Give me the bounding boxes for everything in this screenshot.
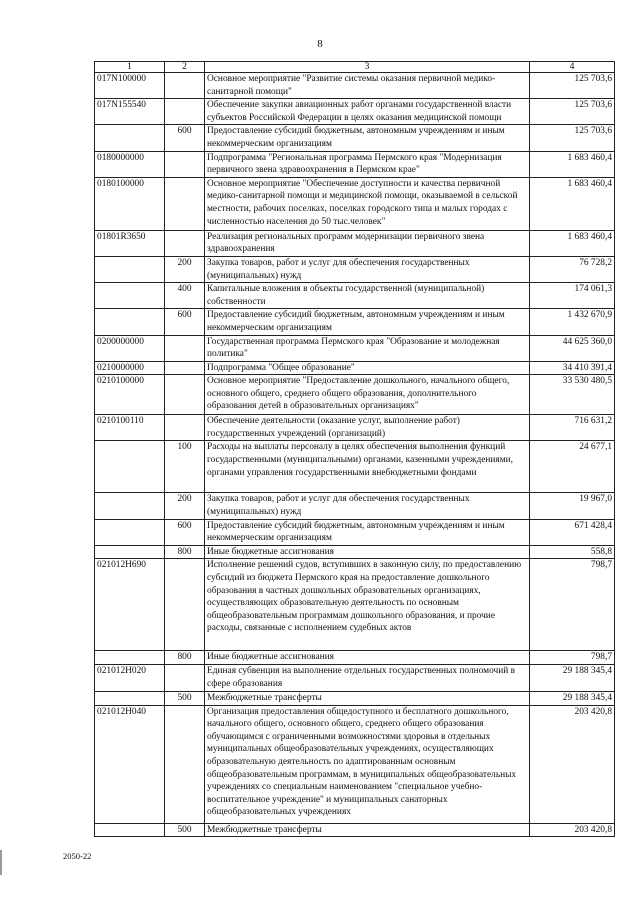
row-code: 0210000000 bbox=[95, 361, 165, 375]
row-amount: 19 967,0 bbox=[530, 493, 615, 519]
row-description: Подпрограмма "Общее образование" bbox=[205, 361, 530, 375]
row-description: Единая субвенция на выполнение отдельных государственных полномочий в сфере образования bbox=[205, 665, 530, 692]
header-col-2: 2 bbox=[165, 62, 205, 73]
table-row bbox=[95, 256, 615, 282]
row-amount: 1 683 460,4 bbox=[530, 230, 615, 256]
row-amount: 798,7 bbox=[530, 559, 615, 651]
row-description: Основное мероприятие "Предоставление дошкольного, начального общего, основного общего, среднего общего образования, дополнительного образования детей в образовательных организациях" bbox=[205, 375, 530, 415]
row-expense-type bbox=[165, 665, 205, 692]
row-code: 0200000000 bbox=[95, 335, 165, 361]
row-expense-type: 400 bbox=[165, 283, 205, 309]
row-amount: 34 410 391,4 bbox=[530, 361, 615, 375]
document-footer-code: 2050-22 bbox=[63, 851, 92, 861]
row-expense-type: 800 bbox=[165, 545, 205, 559]
row-code bbox=[95, 441, 165, 493]
table-row bbox=[95, 692, 615, 706]
row-description: Основное мероприятие "Обеспечение доступности и качества первичной медико-санитарной помощи и медицинской помощи, оказываемой в сельской местности, рабочих поселках, поселках городского типа и малых городах с численностью населения до 50 тыс.человек" bbox=[205, 177, 530, 230]
row-code: 0180100000 bbox=[95, 177, 165, 230]
row-code bbox=[95, 823, 165, 837]
header-col-3: 3 bbox=[205, 62, 530, 73]
row-amount: 125 703,6 bbox=[530, 73, 615, 99]
row-description: Государственная программа Пермского края "Образование и молодежная политика" bbox=[205, 335, 530, 361]
row-expense-type: 600 bbox=[165, 125, 205, 151]
row-amount: 33 530 480,5 bbox=[530, 375, 615, 415]
row-description: Межбюджетные трансферты bbox=[205, 823, 530, 837]
table-row bbox=[95, 335, 615, 361]
table-row bbox=[95, 493, 615, 519]
row-code bbox=[95, 493, 165, 519]
row-code: 017N100000 bbox=[95, 73, 165, 99]
row-code: 0180000000 bbox=[95, 151, 165, 177]
table-row bbox=[95, 309, 615, 335]
row-amount: 1 432 670,9 bbox=[530, 309, 615, 335]
row-code bbox=[95, 692, 165, 706]
row-expense-type: 600 bbox=[165, 519, 205, 545]
row-description: Предоставление субсидий бюджетным, автономным учреждениям и иным некоммерческим организациям bbox=[205, 309, 530, 335]
row-code bbox=[95, 545, 165, 559]
row-expense-type: 800 bbox=[165, 651, 205, 665]
row-code: 017N155540 bbox=[95, 99, 165, 125]
row-amount: 798,7 bbox=[530, 651, 615, 665]
row-expense-type: 500 bbox=[165, 692, 205, 706]
row-description: Межбюджетные трансферты bbox=[205, 692, 530, 706]
table-row bbox=[95, 651, 615, 665]
row-description: Подпрограмма "Региональная программа Пермского края "Модернизация первичного звена здравоохранения в Пермском крае" bbox=[205, 151, 530, 177]
row-description: Предоставление субсидий бюджетным, автономным учреждениям и иным некоммерческим организациям bbox=[205, 519, 530, 545]
table-row bbox=[95, 545, 615, 559]
row-amount: 174 061,3 bbox=[530, 283, 615, 309]
table-row bbox=[95, 230, 615, 256]
table-row bbox=[95, 415, 615, 441]
row-code bbox=[95, 309, 165, 335]
table-row bbox=[95, 73, 615, 99]
row-code: 021012Н020 bbox=[95, 665, 165, 692]
row-description: Предоставление субсидий бюджетным, автономным учреждениям и иным некоммерческим организациям bbox=[205, 125, 530, 151]
row-expense-type bbox=[165, 99, 205, 125]
table-row bbox=[95, 559, 615, 651]
row-code: 01801R3650 bbox=[95, 230, 165, 256]
row-amount: 29 188 345,4 bbox=[530, 692, 615, 706]
row-code bbox=[95, 256, 165, 282]
row-description: Исполнение решений судов, вступивших в законную силу, по предоставлению субсидий из бюджета Пермского края на предоставление дошкольного образования в частных дошкольных образовательных организациях, осуществляющих образовательную деятельность по основным общеобразовательным программам дошкольного образования, и прочие расходы, связанные с исполнением судебных актов bbox=[205, 559, 530, 651]
row-description: Иные бюджетные ассигнования bbox=[205, 545, 530, 559]
row-description: Капитальные вложения в объекты государственной (муниципальной) собственности bbox=[205, 283, 530, 309]
row-expense-type bbox=[165, 73, 205, 99]
row-expense-type bbox=[165, 705, 205, 823]
table-row bbox=[95, 519, 615, 545]
row-description: Закупка товаров, работ и услуг для обеспечения государственных (муниципальных) нужд bbox=[205, 256, 530, 282]
row-amount: 1 683 460,4 bbox=[530, 177, 615, 230]
row-code bbox=[95, 651, 165, 665]
budget-table bbox=[94, 61, 615, 837]
header-col-1: 1 bbox=[95, 62, 165, 73]
row-expense-type: 600 bbox=[165, 309, 205, 335]
row-amount: 24 677,1 bbox=[530, 441, 615, 493]
row-code: 021012Н040 bbox=[95, 705, 165, 823]
row-code bbox=[95, 125, 165, 151]
row-code bbox=[95, 519, 165, 545]
row-expense-type: 500 bbox=[165, 823, 205, 837]
row-description: Иные бюджетные ассигнования bbox=[205, 651, 530, 665]
row-amount: 203 420,8 bbox=[530, 705, 615, 823]
table-row bbox=[95, 375, 615, 415]
scan-edge-mark bbox=[0, 850, 2, 875]
row-description: Закупка товаров, работ и услуг для обеспечения государственных (муниципальных) нужд bbox=[205, 493, 530, 519]
table-row bbox=[95, 823, 615, 837]
row-amount: 125 703,6 bbox=[530, 125, 615, 151]
row-amount: 203 420,8 bbox=[530, 823, 615, 837]
row-amount: 716 631,2 bbox=[530, 415, 615, 441]
row-amount: 44 625 360,0 bbox=[530, 335, 615, 361]
table-row bbox=[95, 151, 615, 177]
table-row bbox=[95, 99, 615, 125]
table-row bbox=[95, 705, 615, 823]
header-col-4: 4 bbox=[530, 62, 615, 73]
row-description: Реализация региональных программ модернизации первичного звена здравоохранения bbox=[205, 230, 530, 256]
row-expense-type bbox=[165, 559, 205, 651]
row-expense-type bbox=[165, 230, 205, 256]
row-expense-type bbox=[165, 151, 205, 177]
row-description: Обеспечение закупки авиационных работ органами государственной власти субъектов Российской Федерации в целях оказания медицинской помощи bbox=[205, 99, 530, 125]
table-header-row bbox=[95, 62, 615, 73]
table-row bbox=[95, 177, 615, 230]
row-expense-type bbox=[165, 415, 205, 441]
table-row bbox=[95, 361, 615, 375]
table-row bbox=[95, 441, 615, 493]
row-description: Расходы на выплаты персоналу в целях обеспечения выполнения функций государственными (муниципальными) органами, казенными учреждениями, органами управления государственными внебюджетными фондами bbox=[205, 441, 530, 493]
table-row bbox=[95, 665, 615, 692]
row-expense-type: 200 bbox=[165, 493, 205, 519]
row-expense-type bbox=[165, 335, 205, 361]
row-code: 0210100000 bbox=[95, 375, 165, 415]
table-row bbox=[95, 125, 615, 151]
row-description: Основное мероприятие "Развитие системы оказания первичной медико-санитарной помощи" bbox=[205, 73, 530, 99]
row-code: 0210100110 bbox=[95, 415, 165, 441]
row-expense-type bbox=[165, 375, 205, 415]
table-row bbox=[95, 283, 615, 309]
row-description: Обеспечение деятельности (оказание услуг, выполнение работ) государственных учреждений (организаций) bbox=[205, 415, 530, 441]
row-amount: 671 428,4 bbox=[530, 519, 615, 545]
row-amount: 125 703,6 bbox=[530, 99, 615, 125]
row-amount: 1 683 460,4 bbox=[530, 151, 615, 177]
row-amount: 29 188 345,4 bbox=[530, 665, 615, 692]
page-number: 8 bbox=[317, 38, 323, 50]
row-expense-type: 200 bbox=[165, 256, 205, 282]
row-amount: 76 728,2 bbox=[530, 256, 615, 282]
row-code: 021012Н690 bbox=[95, 559, 165, 651]
row-expense-type bbox=[165, 361, 205, 375]
row-description: Организация предоставления общедоступного и бесплатного дошкольного, начального общего, основного общего, среднего общего образования обучающимся с ограниченными возможностями здоровья в отдельных муниципальных общеобразовательных учреждениях, осуществляющих образовательную деятельность по адаптированным основным общеобразовательным программам, в муниципальных общеобразовательных учреждениях со специальным наименованием "специальное учебно-воспитательное учреждение" и муниципальных санаторных общеобразовательных учреждениях bbox=[205, 705, 530, 823]
row-expense-type: 100 bbox=[165, 441, 205, 493]
row-code bbox=[95, 283, 165, 309]
row-amount: 558,8 bbox=[530, 545, 615, 559]
row-expense-type bbox=[165, 177, 205, 230]
